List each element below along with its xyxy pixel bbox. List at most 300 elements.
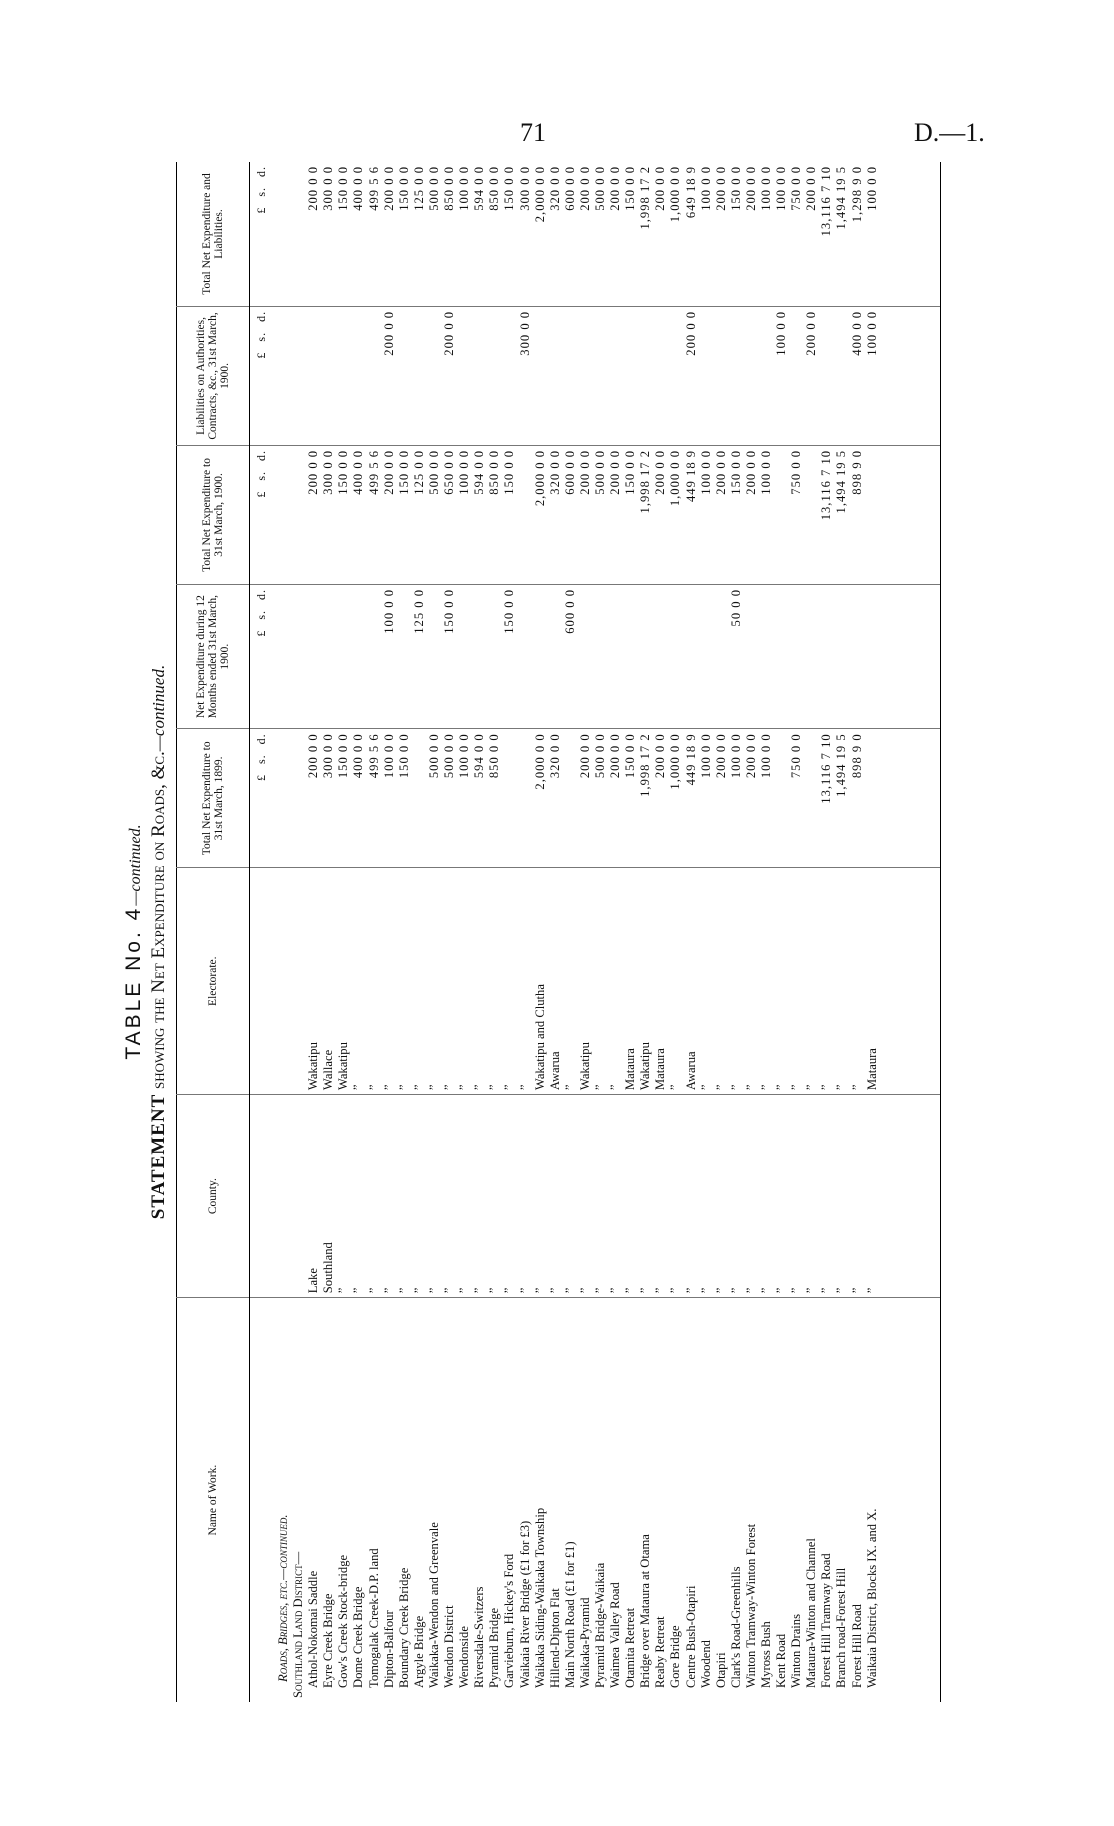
- cell-name: Dome Creek Bridge: [351, 1298, 366, 1702]
- section-heading: Roads, Bridges, etc.—continued.: [276, 1298, 291, 1702]
- cell-total: 100 0 0: [759, 166, 773, 211]
- cell-liab: 200 0 0: [684, 306, 699, 445]
- district-row: [291, 162, 306, 1702]
- cell-exp1900: [774, 445, 789, 584]
- table-row: [850, 162, 865, 1702]
- cell-total: 150 0 0: [396, 166, 411, 211]
- cell-exp1900: 200 0 0: [578, 445, 593, 584]
- table-row: [699, 162, 714, 1702]
- cell-county: ”: [472, 1095, 487, 1298]
- col-name-of-work: Name of Work.: [177, 1298, 250, 1702]
- bottom-spacer: [880, 445, 941, 584]
- cell-exp12: [548, 584, 563, 728]
- cell-exp12: [306, 584, 321, 728]
- col-electorate: Electorate.: [177, 868, 250, 1095]
- cell-county: ”: [865, 1095, 880, 1298]
- cell-liab: 100 0 0: [865, 306, 880, 445]
- table-row: [472, 162, 487, 1702]
- cell-exp1899: 13,116 7 10: [819, 729, 834, 868]
- cell-total: 1,494 19 5: [834, 166, 849, 230]
- cell-county: ”: [638, 1095, 653, 1298]
- units-cell: [250, 445, 277, 584]
- cell-county: ”: [487, 1095, 502, 1298]
- cell-county: ”: [744, 1095, 759, 1298]
- cell-liab: [548, 306, 563, 445]
- cell-county: ”: [533, 1095, 548, 1298]
- cell-total: 500 0 0: [426, 166, 441, 211]
- table-row: [865, 162, 880, 1702]
- cell-total: 200 0 0: [608, 166, 623, 211]
- cell-electorate: Awarua: [684, 868, 699, 1095]
- cell-name: Woodend: [699, 1298, 714, 1702]
- cell-exp12: [834, 584, 849, 728]
- unit-label: £: [254, 629, 268, 637]
- cell-liab: [336, 306, 351, 445]
- cell-exp1899: 499 5 6: [367, 729, 382, 868]
- cell-total: 100 0 0: [774, 166, 789, 211]
- cell-county: Southland: [321, 1095, 336, 1298]
- cell-name: Waikaka-Wendon and Greenvale: [427, 1298, 442, 1702]
- cell-liab: [487, 306, 502, 445]
- cell-electorate: ”: [367, 868, 382, 1095]
- cell-electorate: Mataura: [623, 868, 638, 1095]
- cell-name: Waikaia River Bridge (£1 for £3): [518, 1298, 533, 1702]
- cell-electorate: ”: [699, 868, 714, 1095]
- cell-name: Garvieburn, Hickey's Ford: [502, 1298, 517, 1702]
- cell-electorate: ”: [759, 868, 774, 1095]
- table-row: [774, 162, 789, 1702]
- cell-county: ”: [397, 1095, 412, 1298]
- cell-total: 13,116 7 10: [819, 166, 834, 237]
- cell-exp1900: 150 0 0: [623, 445, 638, 584]
- cell-exp12: [714, 584, 729, 728]
- cell-electorate: ”: [427, 868, 442, 1095]
- cell-county: ”: [502, 1095, 517, 1298]
- cell-exp12: [653, 584, 668, 728]
- cell-exp1899: [412, 729, 427, 868]
- table-row: [834, 162, 849, 1702]
- cell-electorate: ”: [668, 868, 683, 1095]
- cell-electorate: ”: [412, 868, 427, 1095]
- cell-name: Main North Road (£1 for £1): [563, 1298, 578, 1702]
- cell-exp1900: 300 0 0: [321, 445, 336, 584]
- cell-county: ”: [819, 1095, 834, 1298]
- bottom-rule-row: [880, 162, 941, 1702]
- table-row: [351, 162, 366, 1702]
- cell-county: ”: [774, 1095, 789, 1298]
- cell-total: 200 0 0: [306, 166, 321, 211]
- table-row: [336, 162, 351, 1702]
- cell-name: Wendon District: [442, 1298, 457, 1702]
- cell-exp1900: 200 0 0: [744, 445, 759, 584]
- cell-exp1900: 500 0 0: [427, 445, 442, 584]
- table-title: TABLE No. 4—continued.: [122, 824, 145, 1060]
- cell-exp12: [759, 584, 774, 728]
- table-row: [533, 162, 548, 1702]
- cell-exp12: [533, 584, 548, 728]
- cell-liab: [819, 306, 834, 445]
- col-liabilities: Liabilities on Authorities, Contracts, &c., 31st March, 1900.: [177, 306, 250, 445]
- cell-electorate: ”: [850, 868, 865, 1095]
- cell-name: Waikaka Siding-Waikaka Township: [533, 1298, 548, 1702]
- cell-county: ”: [548, 1095, 563, 1298]
- cell-total: 649 18 9: [683, 166, 698, 219]
- cell-liab: [351, 306, 366, 445]
- cell-exp12: [638, 584, 653, 728]
- col-total: Total Net Expenditure and Liabilities.: [177, 162, 250, 306]
- cell-county: ”: [804, 1095, 819, 1298]
- cell-exp1900: 594 0 0: [472, 445, 487, 584]
- table-row: [593, 162, 608, 1702]
- units-cell: [250, 729, 277, 868]
- section-spacer: [276, 445, 291, 584]
- cell-county: ”: [351, 1095, 366, 1298]
- cell-exp12: [472, 584, 487, 728]
- table-row: [804, 162, 819, 1702]
- table-row: [789, 162, 804, 1702]
- cell-electorate: ”: [834, 868, 849, 1095]
- cell-exp1899: 449 18 9: [684, 729, 699, 868]
- unit-label: s.: [254, 331, 268, 342]
- cell-electorate: ”: [819, 868, 834, 1095]
- cell-exp12: [578, 584, 593, 728]
- units-cell: [250, 584, 277, 728]
- cell-exp1899: 150 0 0: [336, 729, 351, 868]
- cell-county: ”: [759, 1095, 774, 1298]
- cell-county: ”: [593, 1095, 608, 1298]
- table-row: [623, 162, 638, 1702]
- cell-total: 2,000 0 0: [532, 166, 547, 223]
- cell-total: 100 0 0: [864, 166, 879, 211]
- cell-electorate: ”: [563, 868, 578, 1095]
- cell-total: 150 0 0: [623, 166, 638, 211]
- cell-exp1900: 100 0 0: [699, 445, 714, 584]
- cell-exp1900: 898 9 0: [850, 445, 865, 584]
- cell-exp1900: 1,494 19 5: [834, 445, 849, 584]
- cell-electorate: ”: [382, 868, 397, 1095]
- cell-name: Winton Drains: [789, 1298, 804, 1702]
- cell-exp12: [397, 584, 412, 728]
- cell-county: ”: [578, 1095, 593, 1298]
- cell-name: Riversdale-Switzers: [472, 1298, 487, 1702]
- cell-electorate: Mataura: [653, 868, 668, 1095]
- cell-exp1899: 594 0 0: [472, 729, 487, 868]
- cell-liab: [714, 306, 729, 445]
- cell-name: Centre Bush-Otapiri: [684, 1298, 699, 1702]
- unit-label: s.: [254, 470, 268, 481]
- page-number: 71: [520, 118, 546, 147]
- header-row: [177, 162, 250, 1702]
- bottom-spacer: [880, 1095, 941, 1298]
- cell-exp12: [321, 584, 336, 728]
- cell-exp1900: 650 0 0: [442, 445, 457, 584]
- unit-label: d.: [254, 733, 268, 745]
- cell-exp12: [608, 584, 623, 728]
- cell-exp1899: 150 0 0: [397, 729, 412, 868]
- cell-total: 499 5 6: [366, 166, 381, 211]
- cell-liab: [367, 306, 382, 445]
- table-row: [578, 162, 593, 1702]
- cell-county: ”: [684, 1095, 699, 1298]
- col-county: County.: [177, 1095, 250, 1298]
- cell-exp1900: 320 0 0: [548, 445, 563, 584]
- cell-exp1899: [865, 729, 880, 868]
- cell-exp12: [668, 584, 683, 728]
- statement-heading: STATEMENT showing the Net Expenditure on Roads, &c.—continued.: [148, 664, 169, 1220]
- cell-county: ”: [714, 1095, 729, 1298]
- cell-county: Lake: [306, 1095, 321, 1298]
- table-row: [638, 162, 653, 1702]
- units-cell: [250, 162, 277, 306]
- cell-name: Clark's Road-Greenhills: [729, 1298, 744, 1702]
- unit-label: £: [254, 351, 268, 359]
- cell-name: Mataura-Winton and Channel: [804, 1298, 819, 1702]
- bottom-spacer: [880, 729, 941, 868]
- cell-exp12: [865, 584, 880, 728]
- table-row: [563, 162, 578, 1702]
- cell-exp1900: 1,998 17 2: [638, 445, 653, 584]
- rotated-table-page: [120, 152, 976, 1732]
- cell-exp1900: 200 0 0: [653, 445, 668, 584]
- cell-exp1899: 2,000 0 0: [533, 729, 548, 868]
- cell-county: ”: [336, 1095, 351, 1298]
- cell-exp1900: 200 0 0: [714, 445, 729, 584]
- cell-county: ”: [623, 1095, 638, 1298]
- cell-total: 200 0 0: [577, 166, 592, 211]
- cell-total: 500 0 0: [592, 166, 607, 211]
- cell-exp12: [623, 584, 638, 728]
- cell-county: ”: [382, 1095, 397, 1298]
- district-spacer: [291, 162, 306, 306]
- cell-total: 200 0 0: [653, 166, 668, 211]
- cell-exp12: [804, 584, 819, 728]
- cell-exp1899: 1,998 17 2: [638, 729, 653, 868]
- table-row: [744, 162, 759, 1702]
- cell-name: Bridge over Mataura at Otama: [638, 1298, 653, 1702]
- cell-exp1900: 200 0 0: [382, 445, 397, 584]
- cell-exp1899: [502, 729, 517, 868]
- cell-county: ”: [699, 1095, 714, 1298]
- cell-liab: [533, 306, 548, 445]
- cell-exp1899: 1,000 0 0: [668, 729, 683, 868]
- cell-liab: [608, 306, 623, 445]
- cell-electorate: Wakatipu: [578, 868, 593, 1095]
- cell-exp12: [789, 584, 804, 728]
- cell-total: 150 0 0: [728, 166, 743, 211]
- cell-total: 1,298 9 0: [849, 166, 864, 223]
- cell-exp12: 125 0 0: [412, 584, 427, 728]
- cell-county: ”: [427, 1095, 442, 1298]
- expenditure-table: [176, 162, 941, 1702]
- cell-exp12: [819, 584, 834, 728]
- cell-exp1900: 150 0 0: [729, 445, 744, 584]
- cell-exp1899: 1,494 19 5: [834, 729, 849, 868]
- section-spacer: [276, 1095, 291, 1298]
- cell-name: Waikaka-Pyramid: [578, 1298, 593, 1702]
- table-row: [653, 162, 668, 1702]
- table-row: [321, 162, 336, 1702]
- cell-county: ”: [834, 1095, 849, 1298]
- cell-liab: [653, 306, 668, 445]
- cell-exp12: [351, 584, 366, 728]
- cell-liab: [834, 306, 849, 445]
- cell-county: ”: [367, 1095, 382, 1298]
- section-spacer: [276, 306, 291, 445]
- cell-name: Argyle Bridge: [412, 1298, 427, 1702]
- unit-label: £: [254, 206, 268, 214]
- cell-exp1900: 100 0 0: [759, 445, 774, 584]
- cell-electorate: ”: [789, 868, 804, 1095]
- units-row: [250, 162, 277, 1702]
- cell-name: Waimea Valley Road: [608, 1298, 623, 1702]
- cell-exp1900: 2,000 0 0: [533, 445, 548, 584]
- cell-name: Otamita Retreat: [623, 1298, 638, 1702]
- cell-total: 594 0 0: [472, 166, 487, 211]
- cell-liab: 100 0 0: [774, 306, 789, 445]
- cell-exp1900: 400 0 0: [351, 445, 366, 584]
- cell-total: 300 0 0: [517, 166, 532, 211]
- cell-exp12: [487, 584, 502, 728]
- cell-exp1899: 100 0 0: [729, 729, 744, 868]
- cell-county: ”: [850, 1095, 865, 1298]
- cell-name: Eyre Creek Bridge: [321, 1298, 336, 1702]
- cell-county: ”: [608, 1095, 623, 1298]
- table-row: [306, 162, 321, 1702]
- cell-exp1899: 200 0 0: [608, 729, 623, 868]
- unit-label: s.: [254, 187, 268, 197]
- table-row: [819, 162, 834, 1702]
- unit-label: s.: [254, 754, 268, 764]
- cell-name: Otapiri: [714, 1298, 729, 1702]
- cell-electorate: ”: [472, 868, 487, 1095]
- cell-exp1899: [563, 729, 578, 868]
- cell-total: 600 0 0: [562, 166, 577, 211]
- col-exp-1899: Total Net Expenditure to 31st March, 1899.: [177, 729, 250, 868]
- cell-liab: [306, 306, 321, 445]
- cell-electorate: ”: [351, 868, 366, 1095]
- cell-electorate: ”: [502, 868, 517, 1095]
- cell-county: ”: [653, 1095, 668, 1298]
- units-spacer: [250, 1095, 277, 1298]
- cell-exp1900: 750 0 0: [789, 445, 804, 584]
- cell-exp1900: 13,116 7 10: [819, 445, 834, 584]
- cell-electorate: ”: [442, 868, 457, 1095]
- cell-electorate: Wakatipu and Clutha: [533, 868, 548, 1095]
- document-reference: D.—1.: [914, 118, 985, 147]
- cell-total: 150 0 0: [502, 166, 517, 211]
- cell-name: Forest Hill Tramway Road: [819, 1298, 834, 1702]
- cell-total: 400 0 0: [351, 166, 366, 211]
- cell-electorate: ”: [608, 868, 623, 1095]
- cell-county: ”: [442, 1095, 457, 1298]
- cell-exp1900: 150 0 0: [397, 445, 412, 584]
- cell-exp1900: 125 0 0: [412, 445, 427, 584]
- cell-liab: 300 0 0: [518, 306, 533, 445]
- cell-exp12: [336, 584, 351, 728]
- units-spacer: [250, 1298, 277, 1702]
- bottom-spacer: [880, 162, 941, 306]
- cell-exp12: [457, 584, 472, 728]
- cell-liab: [623, 306, 638, 445]
- unit-label: d.: [254, 449, 268, 461]
- cell-liab: [759, 306, 774, 445]
- section-spacer: [276, 729, 291, 868]
- cell-exp1900: 200 0 0: [608, 445, 623, 584]
- cell-total: 100 0 0: [698, 166, 713, 211]
- cell-exp1900: 200 0 0: [306, 445, 321, 584]
- cell-electorate: ”: [397, 868, 412, 1095]
- cell-name: Myross Bush: [759, 1298, 774, 1702]
- cell-total: 850 0 0: [487, 166, 502, 211]
- cell-liab: [397, 306, 412, 445]
- cell-exp1899: 898 9 0: [850, 729, 865, 868]
- table-row: [684, 162, 699, 1702]
- table-row: [457, 162, 472, 1702]
- table-row: [502, 162, 517, 1702]
- cell-name: Branch road-Forest Hill: [834, 1298, 849, 1702]
- cell-name: Wendonside: [457, 1298, 472, 1702]
- cell-name: Waikaia District, Blocks IX. and X.: [865, 1298, 880, 1702]
- cell-name: Gore Bridge: [668, 1298, 683, 1702]
- cell-name: Pyramid Bridge: [487, 1298, 502, 1702]
- section-row: [276, 162, 291, 1702]
- cell-exp1900: 100 0 0: [457, 445, 472, 584]
- cell-exp1900: 150 0 0: [336, 445, 351, 584]
- cell-exp1899: 100 0 0: [382, 729, 397, 868]
- cell-liab: [593, 306, 608, 445]
- table-row: [442, 162, 457, 1702]
- cell-name: Kent Road: [774, 1298, 789, 1702]
- cell-electorate: ”: [714, 868, 729, 1095]
- cell-electorate: ”: [487, 868, 502, 1095]
- cell-exp1900: 600 0 0: [563, 445, 578, 584]
- cell-name: Athol-Nokomai Saddle: [306, 1298, 321, 1702]
- unit-label: d.: [254, 166, 268, 177]
- cell-name: Pyramid Bridge-Waikaia: [593, 1298, 608, 1702]
- cell-name: Forest Hill Road: [850, 1298, 865, 1702]
- district-spacer: [291, 868, 306, 1095]
- unit-label: d.: [254, 310, 268, 322]
- cell-exp1899: 200 0 0: [653, 729, 668, 868]
- section-spacer: [276, 584, 291, 728]
- cell-liab: 200 0 0: [442, 306, 457, 445]
- cell-name: Reaby Retreat: [653, 1298, 668, 1702]
- cell-total: 850 0 0: [442, 166, 457, 211]
- cell-county: ”: [789, 1095, 804, 1298]
- cell-name: Dipton-Balfour: [382, 1298, 397, 1702]
- cell-exp1899: 500 0 0: [593, 729, 608, 868]
- cell-electorate: ”: [804, 868, 819, 1095]
- cell-exp1899: [518, 729, 533, 868]
- cell-exp1900: 150 0 0: [502, 445, 517, 584]
- cell-exp12: [744, 584, 759, 728]
- cell-exp1900: [865, 445, 880, 584]
- table-row: [548, 162, 563, 1702]
- cell-county: ”: [412, 1095, 427, 1298]
- cell-exp12: [518, 584, 533, 728]
- cell-exp1899: 100 0 0: [457, 729, 472, 868]
- cell-liab: [502, 306, 517, 445]
- unit-label: s.: [254, 609, 268, 620]
- table-row: [367, 162, 382, 1702]
- section-spacer: [276, 162, 291, 306]
- cell-exp1899: 500 0 0: [442, 729, 457, 868]
- district-spacer: [291, 306, 306, 445]
- cell-total: 1,998 17 2: [638, 166, 653, 230]
- cell-county: ”: [518, 1095, 533, 1298]
- table-row: [412, 162, 427, 1702]
- units-spacer: [250, 868, 277, 1095]
